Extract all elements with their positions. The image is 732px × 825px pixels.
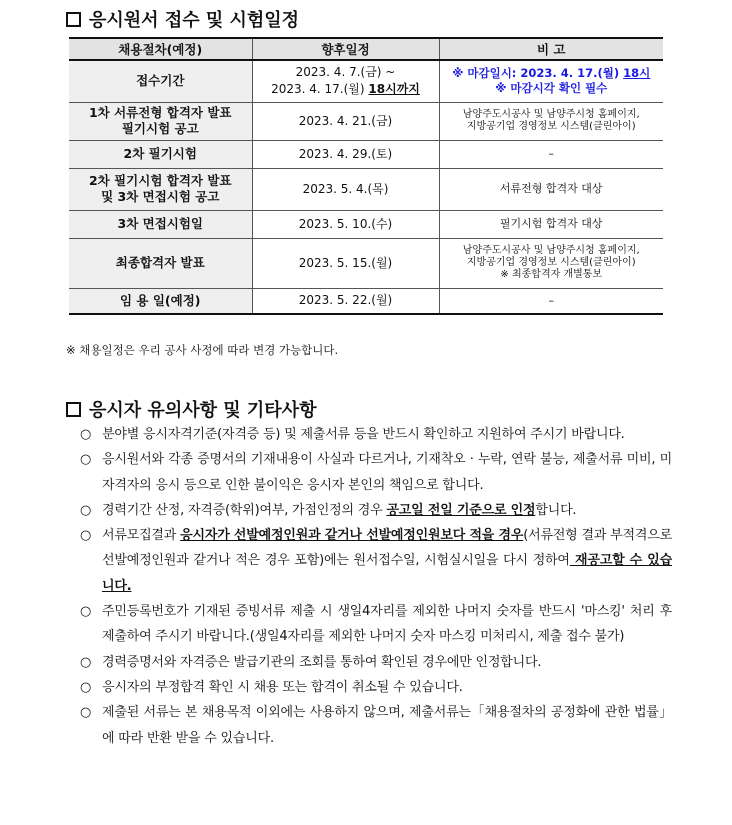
note-cell: 서류전형 합격자 대상 — [439, 168, 663, 210]
stage-line: 필기시험 공고 — [121, 121, 199, 136]
note-text: 응시원서와 각종 증명서의 기재내용이 사실과 다르거나, 기재착오 · 누락, 연락 불능, 제출서류 미비, 미자격자의 응시 등으로 인한 불이익은 응시자 본인의 책임으로 합니다. — [102, 452, 672, 493]
note-line: 지방공기업 경영정보 시스템(클린아이) — [466, 121, 636, 132]
note-line: ※ 마감시각 확인 필수 — [495, 81, 608, 96]
note-text: 합니다. — [535, 502, 577, 518]
note-cell: 필기시험 합격자 대상 — [439, 210, 663, 238]
circle-bullet-icon: ○ — [80, 502, 92, 518]
section-heading-notes — [66, 396, 316, 422]
circle-bullet-icon: ○ — [80, 427, 92, 442]
note-text: 제출된 서류는 본 채용목적 이외에는 사용하지 않으며, 제출서류는「채용절차의 공정화에 관한 법률」에 따라 반환 받을 수 있습니다. — [102, 705, 672, 746]
list-item — [66, 422, 672, 447]
date-cell: 2023. 4. 29.(토) — [252, 140, 439, 168]
table-header-row — [69, 38, 663, 60]
table-row — [69, 238, 663, 288]
table-row — [69, 140, 663, 168]
date-cell: 2023. 4. 21.(금) — [252, 102, 439, 140]
list-item — [66, 447, 672, 498]
list-item — [66, 599, 672, 650]
header-date: 향후일정 — [252, 38, 439, 60]
circle-bullet-icon: ○ — [80, 654, 92, 670]
circle-bullet-icon: ○ — [80, 604, 92, 620]
note-emphasis: 응시자가 선발예정인원과 같거나 선발예정인원보다 적을 경우 — [180, 528, 524, 544]
table-row — [69, 288, 663, 314]
note-cell: – — [439, 288, 663, 314]
applicant-notes-list — [66, 422, 672, 751]
stage-cell — [69, 102, 252, 140]
note-text: 경력증명서와 자격증은 발급기관의 조회를 통하여 확인된 경우에만 인정합니다. — [102, 654, 542, 670]
stage-cell: 2차 필기시험 — [69, 140, 252, 168]
date-line: 2023. 4. 7.(금) ~ — [295, 65, 396, 80]
stage-cell — [69, 168, 252, 210]
list-item — [66, 498, 672, 523]
stage-cell: 접수기간 — [69, 60, 252, 102]
table-row — [69, 60, 663, 102]
date-line — [257, 81, 435, 98]
note-cell — [439, 238, 663, 288]
stage-cell: 최종합격자 발표 — [69, 238, 252, 288]
stage-cell: 3차 면접시험일 — [69, 210, 252, 238]
header-stage: 채용절차(예정) — [69, 38, 252, 60]
section-heading-schedule — [66, 6, 299, 32]
date-cell: 2023. 5. 10.(수) — [252, 210, 439, 238]
table-row — [69, 210, 663, 238]
date-text: 2023. 4. 17.(월) — [271, 82, 369, 97]
stage-line: 2차 필기시험 합격자 발표 — [88, 173, 232, 188]
date-cell: 2023. 5. 15.(월) — [252, 238, 439, 288]
stage-cell: 임 용 일(예정) — [69, 288, 252, 314]
note-text: (서류전형 결과 부적격으로 선발예정인원과 같거나 적은 경우 포함)에는 원서접수일, 시험실시일을 다시 정하여 — [102, 528, 672, 569]
header-note: 비 고 — [439, 38, 663, 60]
note-text: 응시자의 부정합격 확인 시 채용 또는 합격이 취소될 수 있습니다. — [102, 679, 463, 695]
note-cell — [439, 102, 663, 140]
table-row — [69, 102, 663, 140]
note-line: 지방공기업 경영정보 시스템(클린아이) — [466, 257, 636, 268]
circle-bullet-icon: ○ — [80, 452, 92, 468]
table-row — [69, 168, 663, 210]
checkbox-square-icon — [66, 402, 81, 417]
schedule-change-note: ※ 채용일정은 우리 공사 사정에 따라 변경 가능합니다. — [66, 343, 339, 357]
note-line: ※ 최종합격자 개별통보 — [500, 269, 603, 280]
note-text: 주민등록번호가 기재된 증빙서류 제출 시 생일4자리를 제외한 나머지 숫자를 반드시 '마스킹' 처리 후 제출하여 주시기 바랍니다.(생일4자리를 제외한 나머지 숫자 마스킹 미처리시, 제출 접수 불가) — [102, 604, 672, 645]
note-text: 서류모집결과 — [102, 528, 181, 544]
circle-bullet-icon: ○ — [80, 679, 92, 695]
deadline-emphasis: 18시까지 — [368, 82, 420, 97]
note-line: 남양주도시공사 및 남양주시청 홈페이지, — [462, 109, 640, 120]
circle-bullet-icon: ○ — [80, 528, 92, 544]
note-emphasis: 재공고할 수 있습니다. — [102, 553, 672, 594]
section-title: 응시원서 접수 및 시험일정 — [89, 10, 300, 31]
checkbox-square-icon — [66, 12, 81, 27]
note-cell: – — [439, 140, 663, 168]
schedule-table — [69, 37, 663, 315]
note-text: ※ 마감일시: 2023. 4. 17.(월) — [452, 66, 624, 81]
note-emphasis: 공고일 전일 기준으로 인정 — [386, 502, 536, 518]
date-cell — [252, 60, 439, 102]
list-item — [66, 650, 672, 675]
stage-line: 및 3차 면접시험 공고 — [101, 189, 220, 204]
list-item — [66, 675, 672, 700]
deadline-time: 18시 — [623, 66, 651, 81]
date-cell: 2023. 5. 4.(목) — [252, 168, 439, 210]
list-item — [66, 700, 672, 751]
section-title: 응시자 유의사항 및 기타사항 — [89, 400, 317, 421]
note-line: 남양주도시공사 및 남양주시청 홈페이지, — [462, 245, 640, 256]
date-cell: 2023. 5. 22.(월) — [252, 288, 439, 314]
stage-line: 1차 서류전형 합격자 발표 — [88, 105, 232, 120]
note-cell — [439, 60, 663, 102]
note-line — [444, 66, 660, 81]
circle-bullet-icon: ○ — [80, 705, 92, 721]
note-text: 분야별 응시자격기준(자격증 등) 및 제출서류 등을 반드시 확인하고 지원하여 주시기 바랍니다. — [102, 427, 625, 442]
note-text: 경력기간 산정, 자격증(학위)여부, 가점인정의 경우 — [102, 502, 387, 518]
list-item — [66, 523, 672, 599]
